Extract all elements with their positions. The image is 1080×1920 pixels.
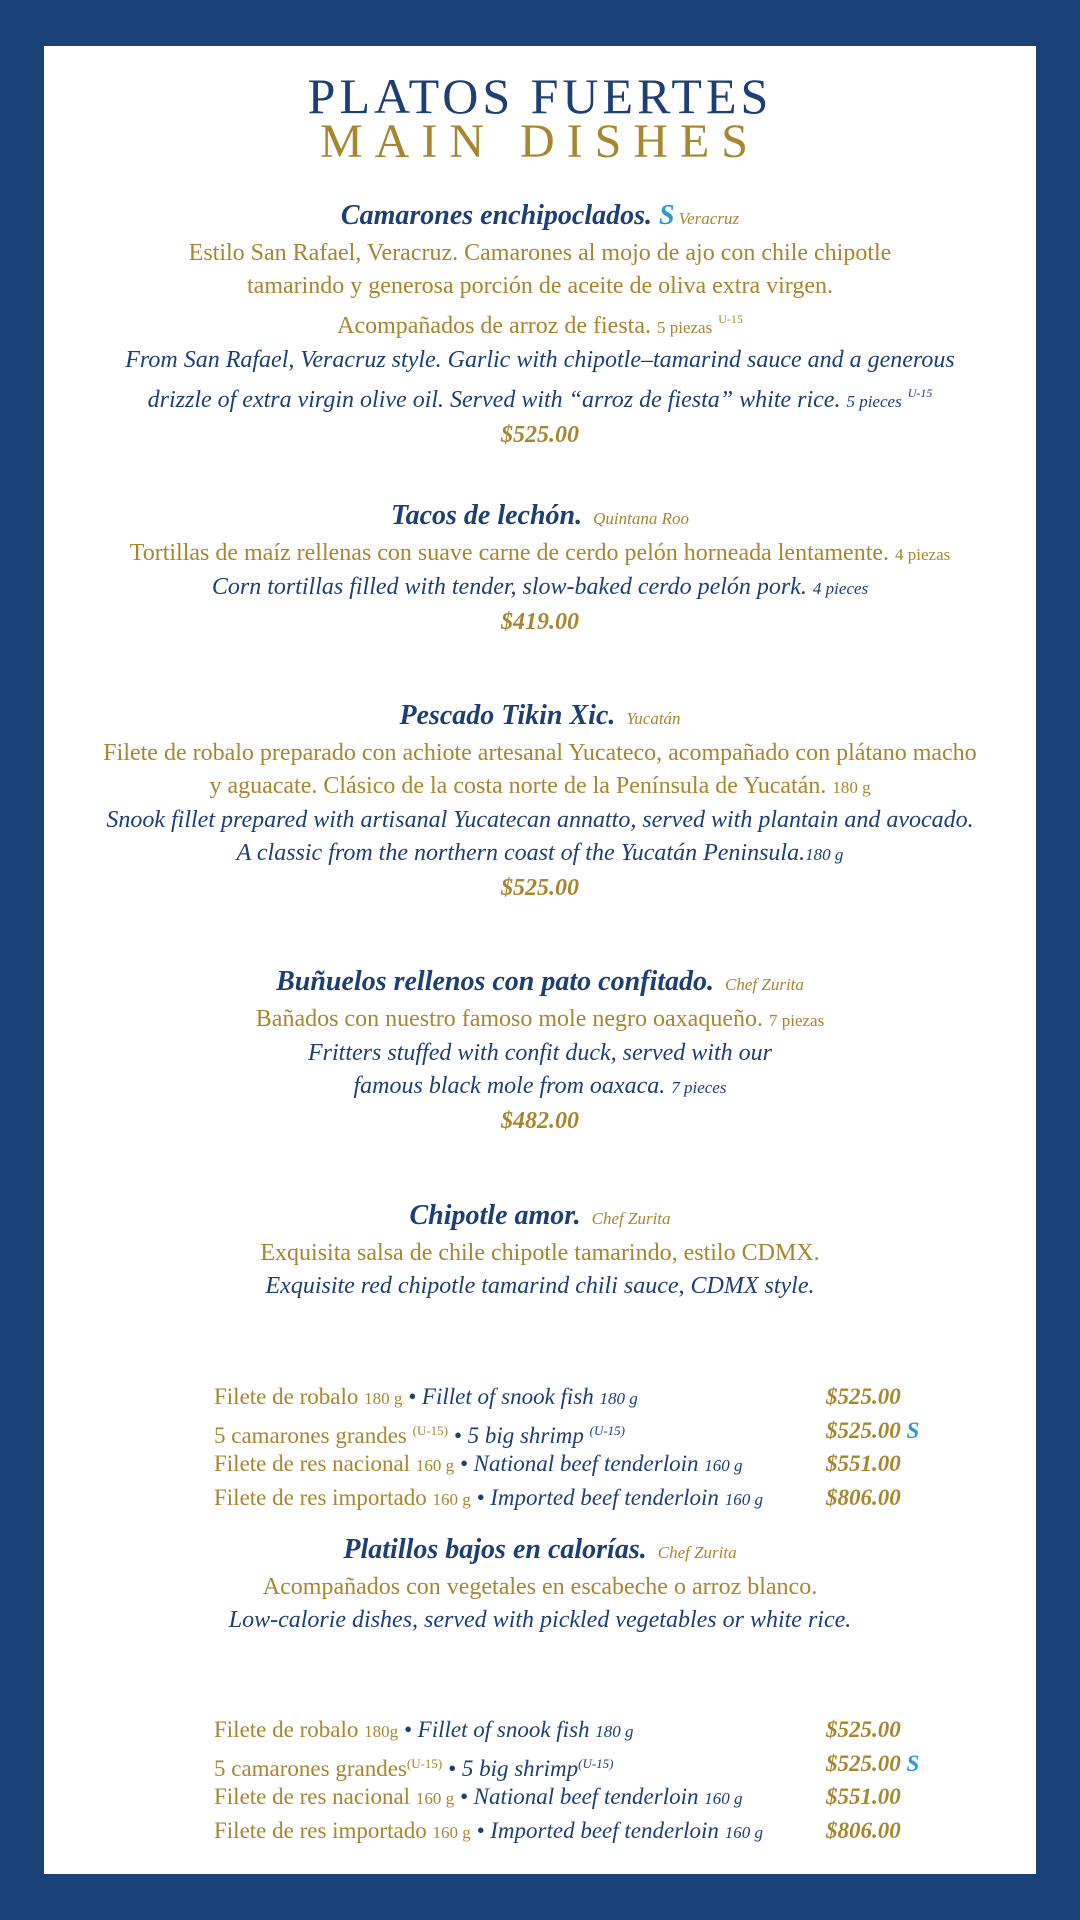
option-qty-en: 180 g [595,1722,634,1741]
option-name-en: 5 big shrimp [461,1755,579,1781]
quantity: 5 piezas [656,318,713,337]
dish-region: Veracruz [678,209,740,228]
description-english [44,344,1036,418]
desc-line: Fritters stuffed with confit duck, served with our [308,1040,772,1066]
menu-header [44,68,1036,168]
desc-line: Filete de robalo preparado con achiote artesanal Yucateco, acompañado con plátano macho [103,740,977,766]
description-spanish: Exquisita salsa de chile chipotle tamarindo, estilo CDMX. [260,1240,820,1266]
menu-card [44,46,1036,1874]
option-name-es: 5 camarones grandes [214,1422,407,1448]
desc-line: drizzle of extra virgin olive oil. Served with “arroz de fiesta” white rice. [147,387,841,413]
option-qty-en: 160 g [724,1489,763,1509]
desc-line: Snook fillet prepared with artisanal Yucatecan annatto, served with plantain and avocado. [106,807,974,833]
option-name-en: National beef tenderloin [473,1784,699,1809]
option-row: Filete de robalo 180g • Fillet of snook fish 180 g $525.00 [214,1713,914,1747]
shrimp-icon: S [906,1750,920,1776]
option-qty-es: 180 g [364,1389,403,1408]
option-name-en: National beef tenderloin [473,1451,699,1476]
chipotle-options [214,1380,920,1514]
option-qty-es: 160 g [432,1822,471,1842]
option-price: $806.00 [826,1817,901,1843]
option-price: $525.00 [826,1750,901,1776]
option-qty-en: 160 g [704,1456,743,1475]
dish-bunuelos [44,964,1036,1138]
description-spanish [44,1003,1036,1037]
option-qty-en: 160 g [704,1789,743,1808]
option-price: $525.00 [826,1717,901,1742]
desc-line: tamarindo y generosa porción de aceite de oliva extra virgen. [247,273,833,299]
dish-price: $525.00 [501,422,579,448]
option-name-en: Imported beef tenderloin [490,1817,719,1843]
dish-chipotle-amor [44,1198,1036,1303]
desc-line: Tortillas de maíz rellenas con suave carne de cerdo pelón horneada lentamente. [129,540,890,566]
option-price: $525.00 [826,1384,901,1409]
option-price: $551.00 [826,1784,901,1809]
desc-line: From San Rafael, Veracruz style. Garlic with chipotle–tamarind sauce and a generous [125,347,955,373]
description-spanish [44,237,1036,344]
desc-line: y aguacate. Clásico de la costa norte de la Península de Yucatán. [209,773,827,799]
option-price: $525.00 [826,1417,901,1443]
title-english: MAIN DISHES [319,115,760,168]
option-price: $806.00 [826,1484,901,1510]
dish-name: Chipotle amor. [409,1200,581,1231]
option-name-es: 5 camarones grandes [214,1755,407,1781]
option-grade-es: (U-15) [406,1755,443,1771]
option-row: Filete de res importado 160 g • Imported beef tenderloin 160 g $806.00 [214,1814,914,1848]
quantity: 7 pieces [671,1078,727,1097]
quantity: 4 piezas [895,545,951,564]
dish-tacos-lechon [44,498,1036,639]
option-name-en: Fillet of snook fish [417,1717,590,1742]
description-english [44,1037,1036,1104]
dish-name: Buñuelos rellenos con pato confitado. [276,966,715,997]
option-qty-en: 160 g [724,1822,763,1842]
option-row: 5 camarones grandes $^{(U-15)}$ • 5 big shrimp $^{(U-15)}$ $525.00 S [214,1417,920,1448]
option-qty-es: 180g [364,1722,399,1741]
desc-line: famous black mole from oaxaca. [353,1073,666,1099]
desc-line: A classic from the northern coast of the Yucatán Peninsula. [236,840,806,866]
dish-name: Camarones enchipoclados. [340,200,653,231]
lowcal-options [214,1713,920,1847]
desc-line: Bañados con nuestro famoso mole negro oaxaqueño. [255,1006,763,1032]
option-qty-es: 160 g [415,1789,455,1808]
option-name-es: Filete de robalo [214,1717,359,1742]
option-qty-en: 180 g [599,1389,638,1408]
dish-price: $419.00 [501,609,579,635]
desc-line: Corn tortillas filled with tender, slow-baked cerdo pelón pork. [211,574,807,600]
quantity: 5 pieces [846,392,902,411]
dish-name: Platillos bajos en calorías. [343,1534,647,1565]
desc-line: Estilo San Rafael, Veracruz. Camarones al mojo de ajo con chile chipotle [188,240,892,266]
size-grade: U-15 [907,386,933,400]
option-price: $551.00 [826,1451,901,1476]
option-name-en: Imported beef tenderloin [490,1484,719,1510]
dish-camarones [44,198,1036,452]
description-spanish: Acompañados con vegetales en escabeche o arroz blanco. [262,1574,818,1600]
dish-tikin-xic [44,698,1036,905]
description-english [44,804,1036,871]
description-spanish [44,737,1036,804]
option-grade-es: (U-15) [412,1422,449,1438]
option-name-es: Filete de res importado [214,1817,427,1843]
shrimp-icon: S [659,200,675,231]
description-english: Exquisite red chipotle tamarind chili sauce, CDMX style. [265,1273,815,1299]
dish-region: Chef Zurita [725,975,804,994]
option-row: Filete de res nacional 160 g • National beef tenderloin 160 g $551.00 [214,1447,914,1481]
option-name-es: Filete de robalo [214,1384,359,1409]
dish-region: Chef Zurita [591,1209,671,1228]
desc-line: Acompañados de arroz de fiesta. [337,313,651,339]
quantity: 4 pieces [812,579,869,598]
quantity: 180 g [832,778,871,797]
dish-name: Tacos de lechón. [391,500,583,531]
dish-region: Quintana Roo [593,509,689,528]
option-row: Filete de res importado 160 g • Imported beef tenderloin 160 g $806.00 [214,1481,914,1515]
option-name-en: Fillet of snook fish [421,1384,594,1409]
option-grade-en: (U-15) [578,1755,614,1771]
option-row: Filete de res nacional 160 g • National beef tenderloin 160 g $551.00 [214,1780,914,1814]
option-name-en: 5 big shrimp [467,1422,584,1448]
dish-price: $482.00 [501,1108,579,1134]
quantity: 180 g [805,845,844,864]
shrimp-icon: S [906,1417,920,1443]
dish-region: Chef Zurita [657,1543,737,1562]
option-name-es: Filete de res nacional [214,1451,411,1476]
title-spanish: PLATOS FUERTES [307,68,773,124]
dish-price: $525.00 [501,875,579,901]
description-english: Low-calorie dishes, served with pickled vegetables or white rice. [228,1607,852,1633]
option-grade-en: (U-15) [589,1422,626,1438]
description-english [44,571,1036,605]
dish-region: Yucatán [626,709,681,728]
option-row: 5 camarones grandes$^{(U-15)}$ • 5 big shrimp$^{(U-15)}$ $525.00 S [214,1750,920,1781]
quantity: 7 piezas [768,1011,825,1030]
option-qty-es: 160 g [415,1456,455,1475]
option-name-es: Filete de res nacional [214,1784,411,1809]
description-spanish [44,537,1036,571]
option-name-es: Filete de res importado [214,1484,427,1510]
size-grade: U-15 [718,312,743,326]
option-qty-es: 160 g [432,1489,471,1509]
dish-name: Pescado Tikin Xic. [399,700,616,731]
option-row: Filete de robalo 180 g • Fillet of snook fish 180 g $525.00 [214,1380,914,1414]
dish-low-calorie [44,1532,1036,1637]
